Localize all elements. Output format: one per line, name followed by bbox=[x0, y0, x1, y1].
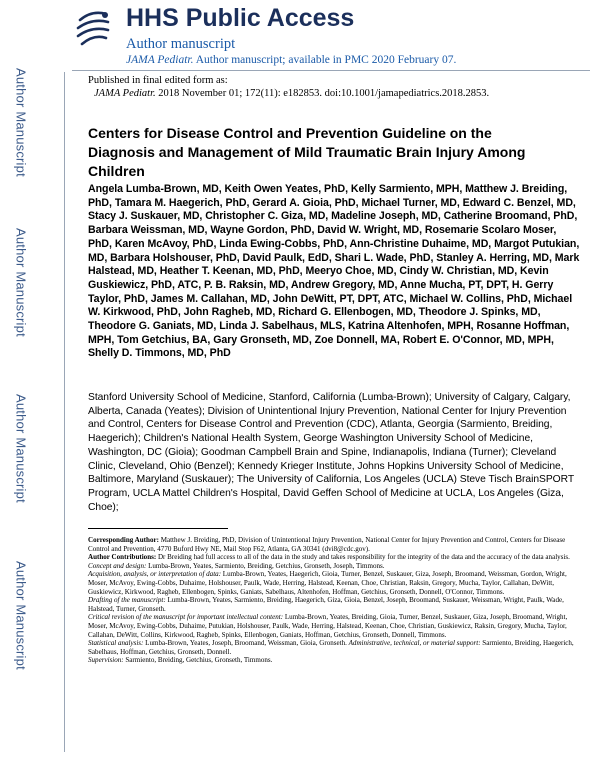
author-manuscript-label: Author manuscript bbox=[126, 36, 236, 52]
side-label-3: Author Manuscript bbox=[13, 393, 29, 503]
footnotes bbox=[88, 536, 580, 665]
statistical-analysis: Statistical analysis: Lumba-Brown, Yeates, Joseph, Broomand, Weissman, Gioia, Gronseth. Administrative, technical, or material support: Sarmiento, Breiding, Haegerich, Sabelhaus, Hoffman, Getchius, Gronseth, Donnell. bbox=[88, 639, 574, 656]
hhs-header bbox=[72, 4, 590, 71]
journal-availability: JAMA Pediatr. Author manuscript; available in PMC 2020 February 07. bbox=[126, 54, 457, 66]
footnote-rule bbox=[88, 528, 228, 529]
affiliations: Stanford University School of Medicine, Stanford, California (Lumba-Brown); University of Calgary, Calgary, Alberta, Canada (Yeates); Division of Unintentional Injury Prevention, National Center for Injury Prevention and Control, Centers for Disease Control and Prevention (CDC), Atlanta, Georgia (Sarmiento, Breiding, Haegerich); Children's National Health System, George Washington University School of Medicine, Washington, DC (Gioia); Goodman Campbell Brain and Spine, Indianapolis, Indiana (Turner); Cleveland Clinic, Cleveland, Ohio (Benzel); Kennedy Krieger Institute, Johns Hopkins University School of Medicine, Baltimore, Maryland (Suskauer); The University of California, Los Angeles (UCLA) Steve Tisch BrainSPORT Program, UCLA Mattel Children's Hospital, David Geffen School of Medicine at UCLA, Los Angeles (Giza, Choe); bbox=[88, 392, 574, 513]
supervision: Supervision: Sarmiento, Breiding, Getchius, Gronseth, Timmons. bbox=[88, 656, 273, 665]
drafting: Drafting of the manuscript: Lumba-Brown, Yeates, Sarmiento, Breiding, Haegerich, Giza, Gioia, Benzel, Joseph, Broomand, Suskauer, Weissman, Wright, Paulk, Wade, Halstead, Turner, Gronseth. bbox=[88, 596, 564, 613]
side-label-2: Author Manuscript bbox=[13, 227, 29, 337]
side-label-4: Author Manuscript bbox=[13, 560, 29, 670]
acquisition-analysis: Acquisition, analysis, or interpretation of data: Lumba-Brown, Yeates, Haegerich, Gioia, Turner, Benzel, Suskauer, Giza, Joseph, Broomand, Weissman, Gordon, Wright, Moser, McAvoy, Ewing-Cobbs, Duhaime, Holshouser, Paulk, Wade, Herring, Halstead, Keenan, Choe, Christian, Raksin, Gregory, Mucha, Taylor, Callahan, DeWitt, Guskiewicz, Kirkwood, Ragheb, Ellenbogen, Spinks, Ganiats, Sabelhaus, Altenhofen, Hoffman, Getchius, Gronseth, Donnell, O'Connor, Timmons. bbox=[88, 570, 567, 596]
publication-info: Published in final edited form as: JAMA Pediatr. 2018 November 01; 172(11): e182853. doi:10.1001/jamapediatrics.2018.2853. bbox=[88, 75, 490, 99]
hhs-public-access-title: HHS Public Access bbox=[126, 4, 355, 32]
article-title: Centers for Disease Control and Prevention Guideline on the Diagnosis and Management of Mild Traumatic Brain Injury Among Children bbox=[88, 125, 526, 179]
critical-revision: Critical revision of the manuscript for important intellectual content: Lumba-Brown, Yeates, Breiding, Gioia, Turner, Benzel, Suskauer, Giza, Joseph, Broomand, Wright, Moser, McAvoy, Ewing-Cobbs, Duhaime, Putukian, Holshouser, Paulk, Wade, Herring, Halstead, Keenan, Choe, Christian, Guskiewicz, Raksin, Gregory, Mucha, Taylor, Callahan, DeWitt, Collins, Kirkwood, Ragheb, Spinks, Ellenbogen, Ganiats, Hoffman, Getchius, Gronseth, Donnell, Timmons. bbox=[88, 613, 568, 639]
concept-design: Concept and design: Lumba-Brown, Yeates, Sarmiento, Breiding, Getchius, Gronseth, Joseph, Timmons. bbox=[88, 561, 385, 570]
side-label-1: Author Manuscript bbox=[13, 67, 29, 177]
margin-rule bbox=[64, 72, 65, 752]
corresponding-author: Corresponding Author: Matthew J. Breiding, PhD, Division of Unintentional Injury Prevention, National Center for Injury Prevention and Control, Centers for Disease Control and Prevention, 4770 Buford Hwy NE, Mail Stop F62, Atlanta, GA 30341 (dvi8@cdc.gov). bbox=[88, 536, 566, 553]
hhs-eagle-logo-icon bbox=[72, 6, 114, 50]
author-contributions: Author Contributions: Dr Breiding had full access to all of the data in the study and takes responsibility for the integrity of the data and the accuracy of the data analysis. bbox=[88, 553, 570, 562]
author-list: Angela Lumba-Brown, MD, Keith Owen Yeates, PhD, Kelly Sarmiento, MPH, Matthew J. Breiding, PhD, Tamara M. Haegerich, PhD, Gerard A. Gioia, PhD, Michael Turner, MD, Edward C. Benzel, MD, Stacy J. Suskauer, MD, Christopher C. Giza, MD, Madeline Joseph, MD, Catherine Broomand, PhD, Barbara Weissman, MD, Wayne Gordon, PhD, David W. Wright, MD, Rosemarie Scolaro Moser, PhD, Karen McAvoy, PhD, Linda Ewing-Cobbs, PhD, Ann-Christine Duhaime, MD, Margot Putukian, MD, Barbara Holshouser, PhD, David Paulk, EdD, Shari L. Wade, PhD, Stanley A. Herring, MD, Mark Halstead, MD, Heather T. Keenan, MD, PhD, Meeryo Choe, MD, Cindy W. Christian, MD, Kevin Guskiewicz, PhD, ATC, P. B. Raksin, MD, Andrew Gregory, MD, Anne Mucha, PT, DPT, H. Gerry Taylor, PhD, James M. Callahan, MD, John DeWitt, PT, DPT, ATC, Michael W. Collins, PhD, Michael W. Kirkwood, PhD, John Ragheb, MD, Richard G. Ellenbogen, MD, Theodore J. Spinks, MD, Theodore G. Ganiats, MD, Linda J. Sabelhaus, MLS, Katrina Altenhofen, MPH, Rosanne Hoffman, MPH, Tom Getchius, BA, Gary Gronseth, MD, Zoe Donnell, MA, Robert E. O'Connor, MD, MPH, Shelly D. Timmons, MD, PhD bbox=[88, 183, 580, 360]
